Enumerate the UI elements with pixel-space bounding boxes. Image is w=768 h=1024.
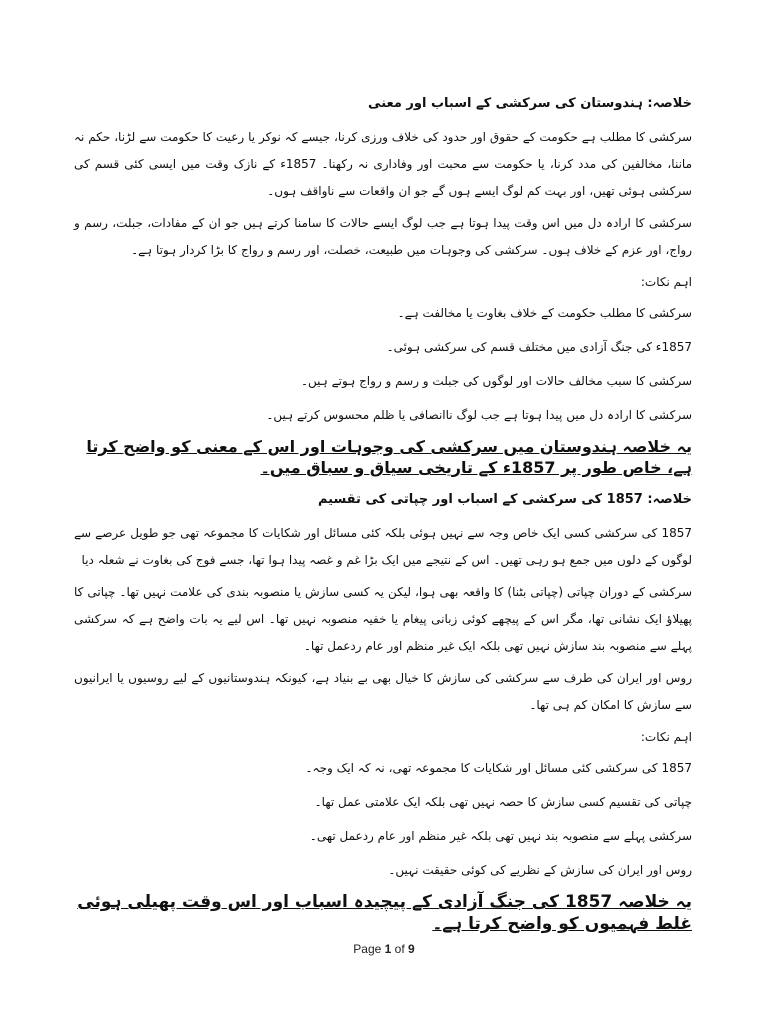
section2-point-4: روس اور ایران کی سازش کے نظریے کی کوئی حقیقت نہیں۔: [388, 863, 692, 877]
section2-paragraph-1: 1857 کی سرکشی کسی ایک خاص وجہ سے نہیں ہوئی بلکہ کئی مسائل اور شکایات کا مجموعہ تھی جو طویل عرصے سے لوگوں کے دلوں میں جمع ہو رہی تھیں۔ اس کے نتیجے میں ایک بڑا غم و غصہ پیدا ہوا تھا، جسے فوج کی بغاوت نے شعلہ دیا: [74, 526, 692, 567]
section1-key-points-label: اہم نکات:: [640, 275, 692, 289]
page-footer: [0, 942, 768, 956]
document-body: [74, 92, 692, 935]
section2-paragraph-2: سرکشی کے دوران چپاتی (چپاتی بٹنا) کا واقعہ بھی ہوا، لیکن یہ کسی سازش یا منصوبہ بندی کی علامت نہیں تھا۔ چپاتی کا پھیلاؤ ایک نشانی تھا، مگر اس کے پیچھے کوئی زبانی پیغام یا خفیہ منصوبہ نہیں تھا۔ اس لیے یہ بات واضح ہے کہ سرکشی پہلے سے منصوبہ بند سازش نہیں تھی بلکہ ایک غیر منظم اور عام ردعمل تھا۔: [74, 585, 692, 653]
of-word: of: [394, 942, 405, 956]
section1-point-2: 1857ء کی جنگ آزادی میں مختلف قسم کی سرکشی ہوئی۔: [386, 340, 692, 354]
section1-summary: یہ خلاصہ ہندوستان میں سرکشی کی وجوہات اور اس کے معنی کو واضح کرتا ہے، خاص طور پر 1857ء کے تاریخی سیاق و سباق میں۔: [86, 437, 692, 477]
section2-point-2: چپاتی کی تقسیم کسی سازش کا حصہ نہیں تھی بلکہ ایک علامتی عمل تھا۔: [314, 795, 692, 809]
section2-heading: خلاصہ: 1857 کی سرکشی کے اسباب اور چپاتی کی تقسیم: [317, 492, 692, 507]
section1-heading: خلاصہ: ہندوستان کی سرکشی کے اسباب اور معنی: [368, 96, 692, 111]
page-word: Page: [353, 942, 382, 956]
section2-point-3: سرکشی پہلے سے منصوبہ بند نہیں تھی بلکہ غیر منظم اور عام ردعمل تھی۔: [309, 829, 692, 843]
section1-point-4: سرکشی کا ارادہ دل میں پیدا ہوتا ہے جب لوگ ناانصافی یا ظلم محسوس کرتے ہیں۔: [266, 408, 692, 422]
section1-paragraph-1: سرکشی کا مطلب ہے حکومت کے حقوق اور حدود کی خلاف ورزی کرنا، جیسے کہ نوکر یا رعیت کا حکومت سے لڑنا، حکم نہ ماننا، مخالفین کی مدد کرنا، یا حکومت سے محبت اور وفاداری نہ رکھنا۔ 1857ء کے نازک وقت میں ایسی کئی قسم کی سرکشی ہوئی تھیں، اور بہت کم لوگ ایسے ہوں گے جو ان واقعات سے ناواقف ہوں۔: [74, 130, 692, 198]
section2-summary: یہ خلاصہ 1857 کی جنگ آزادی کے پیچیدہ اسباب اور اس وقت پھیلی ہوئی غلط فہمیوں کو واضح کرتا ہے۔: [77, 892, 692, 934]
section1-point-3: سرکشی کا سبب مخالف حالات اور لوگوں کی جبلت و رسم و رواج ہوتے ہیں۔: [301, 374, 692, 388]
section2-paragraph-3: روس اور ایران کی طرف سے سرکشی کی سازش کا خیال بھی بے بنیاد ہے، کیونکہ ہندوستانیوں کے لیے روسیوں یا ایرانیوں سے سازش کا امکان کم ہی تھا۔: [74, 671, 692, 712]
section1-paragraph-2: سرکشی کا ارادہ دل میں اس وقت پیدا ہوتا ہے جب لوگ ایسے حالات کا سامنا کرتے ہیں جو ان کے مفادات، جبلت، رسم و رواج، اور عزم کے خلاف ہوں۔ سرکشی کی وجوہات میں طبیعت، خصلت، اور رسم و رواج کا بڑا کردار ہوتا ہے۔: [74, 216, 692, 257]
section2-key-points-label: اہم نکات:: [640, 730, 692, 744]
total-pages-number: 9: [408, 942, 415, 956]
section1-point-1: سرکشی کا مطلب حکومت کے خلاف بغاوت یا مخالفت ہے۔: [397, 306, 692, 320]
section2-point-1: 1857 کی سرکشی کئی مسائل اور شکایات کا مجموعہ تھی، نہ کہ ایک وجہ۔: [305, 761, 692, 775]
current-page-number: 1: [384, 942, 392, 956]
